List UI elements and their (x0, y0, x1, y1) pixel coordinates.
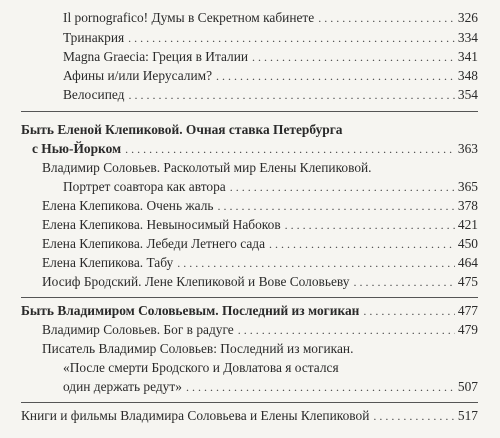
toc-entry-page: 326 (457, 10, 478, 25)
toc-leader-dots (125, 140, 455, 158)
section-divider (21, 297, 478, 298)
toc-entry-page: 475 (457, 274, 478, 289)
toc-leader-dots (354, 273, 455, 291)
toc-entry-page: 507 (457, 379, 478, 394)
toc-entry-page: 477 (457, 303, 478, 318)
toc-section-title: с Нью-Йорком (32, 141, 122, 156)
toc-entry-page: 450 (457, 236, 478, 251)
toc-entry[interactable] (63, 29, 478, 47)
toc-entry-page: 378 (457, 198, 478, 213)
toc-leader-dots (128, 29, 455, 47)
toc-entry[interactable] (63, 67, 478, 85)
toc-entry-title: Афины и/или Иерусалим? (63, 68, 213, 83)
toc-leader-dots (238, 321, 455, 339)
toc-entry-title: Портрет соавтора как автора (63, 179, 226, 194)
section-divider (21, 111, 478, 112)
toc-leader-dots (318, 9, 455, 27)
toc-entry-page: 348 (457, 68, 478, 83)
toc-entry[interactable] (21, 407, 478, 425)
section-divider (21, 402, 478, 403)
toc-leader-dots (373, 407, 455, 425)
toc-entry-page: 341 (457, 49, 478, 64)
toc-entry[interactable] (42, 159, 478, 177)
toc-entry[interactable] (63, 9, 478, 27)
toc-entry-title: Владимир Соловьев. Расколотый мир Елены Клепиковой. (42, 160, 372, 175)
toc-entry[interactable] (42, 216, 478, 234)
toc-entry-title: Елена Клепикова. Невыносимый Набоков (42, 217, 281, 232)
toc-entry-title: Иосиф Бродский. Лене Клепиковой и Вове Соловьеву (42, 274, 350, 289)
toc-entry[interactable] (42, 254, 478, 272)
toc-entry[interactable] (63, 48, 478, 66)
toc-entry-page: 363 (457, 141, 478, 156)
toc-section-title: Быть Владимиром Соловьевым. Последний из могикан (21, 303, 360, 318)
toc-leader-dots (269, 235, 455, 253)
toc-leader-dots (363, 302, 455, 320)
toc-leader-dots (218, 197, 455, 215)
toc-section-title: Быть Еленой Клепиковой. Очная ставка Петербурга (21, 122, 343, 137)
toc-entry-page: 464 (457, 255, 478, 270)
toc-entry-title: Елена Клепикова. Очень жаль (42, 198, 214, 213)
toc-entry[interactable] (42, 321, 478, 339)
toc-entry-title: Велосипед (63, 87, 125, 102)
toc-entry-title: Елена Клепикова. Табу (42, 255, 174, 270)
toc-entry[interactable] (42, 197, 478, 215)
toc-entry-title: Елена Клепикова. Лебеди Летнего сада (42, 236, 266, 251)
toc-entry-page: 334 (457, 30, 478, 45)
toc-leader-dots (177, 254, 455, 272)
toc-entry-title: Писатель Владимир Соловьев: Последний из могикан. (42, 341, 354, 356)
toc-entry-page: 365 (457, 179, 478, 194)
toc-entry-title: «После смерти Бродского и Довлатова я остался (63, 360, 339, 375)
toc-entry-page: 354 (457, 87, 478, 102)
toc-entry-title: Книги и фильмы Владимира Соловьева и Елены Клепиковой (21, 408, 370, 423)
toc-entry-title: Владимир Соловьев. Бог в радуге (42, 322, 234, 337)
toc-entry-title: Magna Graecia: Греция в Италии (63, 49, 249, 64)
toc-entry-title: Тринакрия (63, 30, 125, 45)
toc-entry-title: один держать редут» (63, 379, 182, 394)
toc-section-heading[interactable] (21, 302, 478, 320)
toc-leader-dots (128, 86, 454, 104)
toc-leader-dots (252, 48, 455, 66)
toc-entry-page: 479 (457, 322, 478, 337)
toc-leader-dots (186, 378, 455, 396)
toc-entry-title: Il pornografico! Думы в Секретном кабинете (63, 10, 315, 25)
toc-entry[interactable] (63, 378, 478, 396)
toc-entry[interactable] (63, 359, 478, 377)
toc-entry-page: 421 (457, 217, 478, 232)
toc-entry[interactable] (63, 178, 478, 196)
toc-leader-dots (216, 67, 455, 85)
toc-leader-dots (285, 216, 455, 234)
toc-entry[interactable] (42, 340, 478, 358)
toc-entry-page: 517 (457, 408, 478, 423)
toc-entry[interactable] (63, 86, 478, 104)
toc-entry[interactable] (42, 273, 478, 291)
toc-leader-dots (230, 178, 455, 196)
toc-entry[interactable] (42, 235, 478, 253)
toc-section-heading[interactable] (21, 121, 478, 139)
toc-section-heading[interactable] (32, 140, 478, 158)
